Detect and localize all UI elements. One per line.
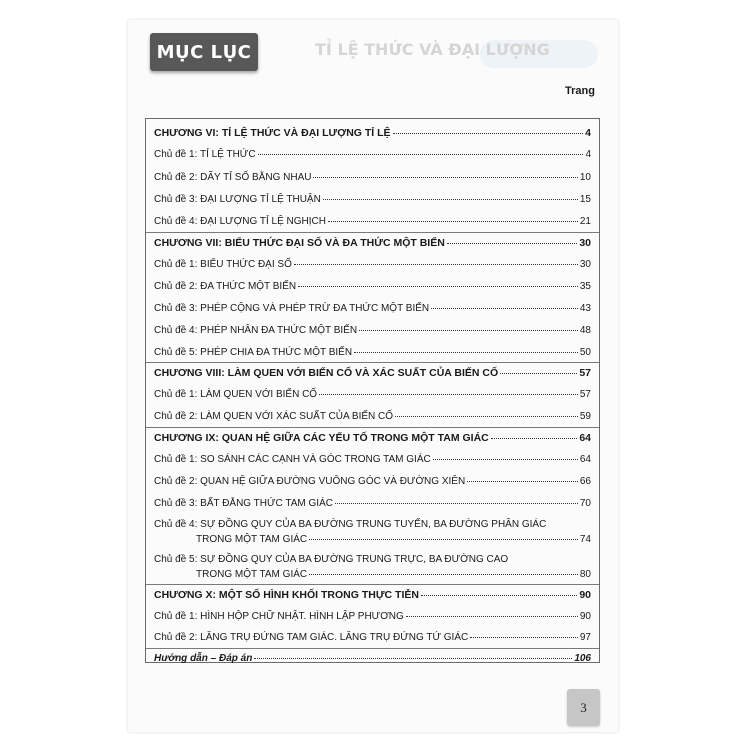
toc-entry-title: Chủ đề 1: BIỂU THỨC ĐẠI SỐ: [154, 259, 292, 270]
dot-leader: [393, 133, 584, 134]
toc-entry-title: Chủ đề 2: DÃY TỈ SỐ BẰNG NHAU: [154, 172, 312, 183]
dot-leader: [467, 481, 578, 482]
section-divider: [146, 584, 599, 585]
section-divider: [146, 232, 599, 233]
dot-leader: [335, 503, 578, 504]
toc-page-number: 4: [585, 127, 591, 139]
toc-entry-title: Chủ đề 4: PHÉP NHÂN ĐA THỨC MỘT BIẾN: [154, 325, 358, 336]
dot-leader: [294, 264, 578, 265]
toc-entry-title: Chủ đề 2: ĐA THỨC MỘT BIẾN: [154, 281, 297, 292]
table-of-contents: [145, 118, 600, 663]
dot-leader: [447, 243, 578, 244]
toc-entry-title: CHƯƠNG VIII: LÀM QUEN VỚI BIẾN CỐ VÀ XÁC SUẤT CỦA BIẾN CỐ: [154, 367, 499, 379]
dot-leader: [431, 308, 578, 309]
toc-page-number: 15: [579, 194, 591, 205]
toc-page-number: 64: [579, 454, 591, 465]
toc-page-number: 97: [579, 632, 591, 643]
dot-leader: [470, 637, 578, 638]
toc-page-number: 59: [579, 411, 591, 422]
dot-leader: [313, 177, 577, 178]
toc-page-number: 90: [579, 589, 591, 601]
dot-leader: [359, 330, 578, 331]
toc-entry-title: Chủ đề 3: ĐẠI LƯỢNG TỈ LỆ THUẬN: [154, 194, 321, 205]
toc-entry-title: Chủ đề 1: SO SÁNH CÁC CẠNH VÀ GÓC TRONG TAM GIÁC: [154, 454, 431, 465]
dot-leader: [328, 221, 578, 222]
toc-entry-title: CHƯƠNG X: MỘT SỐ HÌNH KHỐI TRONG THỰC TIỄN: [154, 589, 419, 601]
toc-entry-title: Chủ đề 1: TỈ LỆ THỨC: [154, 149, 256, 160]
toc-page-number: 30: [579, 237, 591, 249]
toc-entry-title: Chủ đề 5: PHÉP CHIA ĐA THỨC MỘT BIẾN: [154, 347, 353, 358]
toc-page-number: 50: [579, 347, 591, 358]
toc-page-number: 70: [579, 498, 591, 509]
dot-leader: [421, 595, 577, 596]
toc-page-number: 74: [579, 534, 591, 545]
toc-page-number: 43: [579, 303, 591, 314]
toc-page-number: 48: [579, 325, 591, 336]
toc-page-number: 35: [579, 281, 591, 292]
toc-entry-title: CHƯƠNG IX: QUAN HỆ GIỮA CÁC YẾU TỐ TRONG MỘT TAM GIÁC: [154, 432, 489, 444]
toc-entry-title: CHƯƠNG VII: BIỂU THỨC ĐẠI SỐ VÀ ĐA THỨC MỘT BIẾN: [154, 237, 445, 249]
dot-leader: [406, 616, 578, 617]
dot-leader: [319, 394, 578, 395]
toc-entry-title: Chủ đề 3: BẤT ĐẲNG THỨC TAM GIÁC: [154, 498, 333, 509]
section-divider: [146, 427, 599, 428]
dot-leader: [309, 539, 578, 540]
toc-page-number: 57: [579, 367, 591, 379]
toc-entry-title: Chủ đề 4: ĐẠI LƯỢNG TỈ LỆ NGHỊCH: [154, 216, 326, 227]
toc-page-number: 66: [579, 476, 591, 487]
toc-page-number: 4: [585, 149, 591, 160]
toc-entry-title: Chủ đề 2: QUAN HỆ GIỮA ĐƯỜNG VUÔNG GÓC VÀ ĐƯỜNG XIÊN: [154, 476, 466, 487]
dot-leader: [258, 154, 584, 155]
toc-entry-title: CHƯƠNG VI: TỈ LỆ THỨC VÀ ĐẠI LƯỢNG TỈ LỆ: [154, 127, 391, 139]
dot-leader: [491, 438, 578, 439]
toc-entry-title: Chủ đề 1: HÌNH HỘP CHỮ NHẬT. HÌNH LẬP PHƯƠNG: [154, 611, 404, 622]
page-column-label: Trang: [565, 85, 595, 97]
toc-page-number: 64: [579, 432, 591, 444]
page-number: 3: [567, 689, 600, 726]
section-divider: [146, 362, 599, 363]
page-title: MỤC LỤC: [150, 33, 258, 71]
section-divider: [146, 648, 599, 649]
dot-leader: [309, 574, 578, 575]
toc-page-number: 21: [579, 216, 591, 227]
toc-entry-title: Hướng dẫn – Đáp án: [154, 653, 253, 664]
dot-leader: [298, 286, 578, 287]
dot-leader: [323, 199, 578, 200]
dot-leader: [500, 373, 577, 374]
toc-entry-title: Chủ đề 2: LĂNG TRỤ ĐỨNG TAM GIÁC. LĂNG TRỤ ĐỨNG TỨ GIÁC: [154, 632, 469, 643]
dot-leader: [254, 658, 572, 659]
toc-entry-title: Chủ đề 4: SỰ ĐỒNG QUY CỦA BA ĐƯỜNG TRUNG TUYẾN, BA ĐƯỜNG PHÂN GIÁC: [154, 519, 547, 530]
toc-entry-title: Chủ đề 2: LÀM QUEN VỚI XÁC SUẤT CỦA BIẾN CỐ: [154, 411, 394, 422]
dot-leader: [433, 459, 578, 460]
toc-page-number: 90: [579, 611, 591, 622]
toc-page-number: 57: [579, 389, 591, 400]
dot-leader: [395, 416, 578, 417]
toc-entry-title: TRONG MỘT TAM GIÁC: [196, 569, 308, 580]
toc-page-number: 80: [579, 569, 591, 580]
dot-leader: [354, 352, 578, 353]
toc-page-number: 10: [579, 172, 591, 183]
toc-entry-title: Chủ đề 3: PHÉP CỘNG VÀ PHÉP TRỪ ĐA THỨC MỘT BIẾN: [154, 303, 430, 314]
toc-page-number: 106: [574, 653, 591, 664]
faded-heading: TỈ LỆ THỨC VÀ ĐẠI LƯỢNG: [315, 40, 550, 59]
toc-entry-title: TRONG MỘT TAM GIÁC: [196, 534, 308, 545]
toc-page-number: 30: [579, 259, 591, 270]
toc-entry-title: Chủ đề 5: SỰ ĐỒNG QUY CỦA BA ĐƯỜNG TRUNG TRỰC, BA ĐƯỜNG CAO: [154, 554, 509, 565]
toc-entry-title: Chủ đề 1: LÀM QUEN VỚI BIẾN CỐ: [154, 389, 318, 400]
